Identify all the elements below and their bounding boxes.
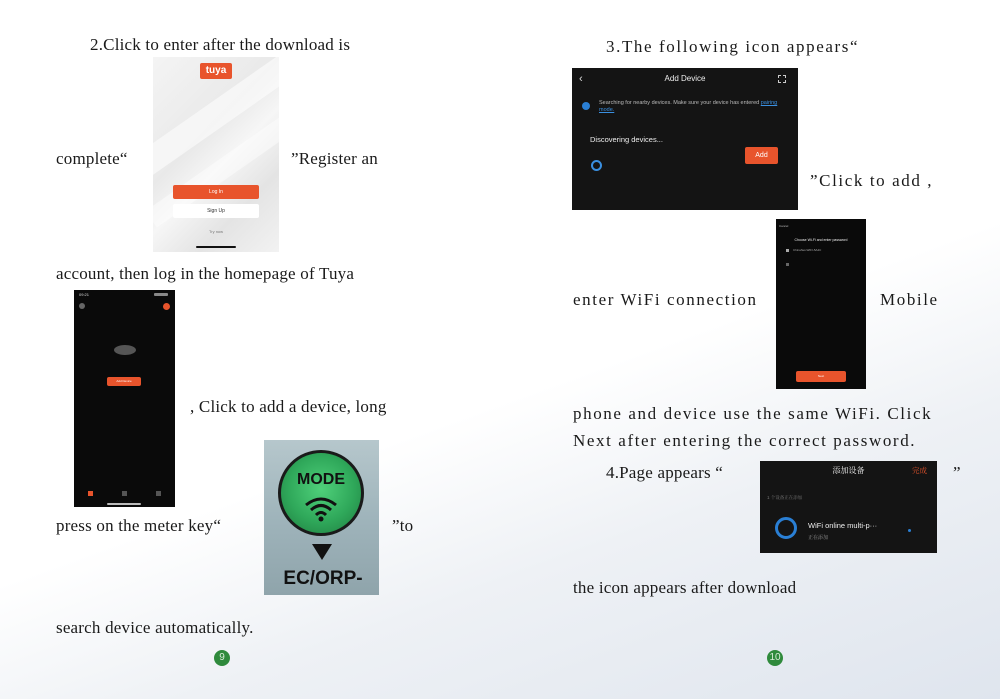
lock-icon (786, 263, 789, 266)
heading-4: 4.Page appears “ (606, 463, 723, 482)
next-button[interactable]: Next (796, 371, 846, 382)
line-same-wifi: phone and device use the same WiFi. Click (573, 404, 933, 423)
try-now-link[interactable]: Try now (208, 229, 224, 234)
wifi-screen-screenshot (776, 219, 866, 389)
wifi-network[interactable]: ChinaNet-WIFI-5A4C (793, 248, 822, 252)
line-complete-a: complete“ (56, 149, 128, 168)
line-account: account, then log in the homepage of Tuya (56, 264, 355, 283)
line-click-add: , Click to add a device, long (190, 397, 387, 416)
line-wifi-b: Mobile (880, 290, 939, 309)
line-press-a: press on the meter key“ (56, 516, 222, 535)
tab-scene-icon[interactable] (122, 491, 127, 496)
right-line-click-add: ”Click to add , (810, 171, 934, 190)
home-screen-screenshot (74, 290, 175, 507)
add-device-screenshot (572, 68, 798, 210)
added-title: 添加设备 (832, 466, 865, 475)
signup-button[interactable]: Sign Up (173, 204, 259, 218)
line-complete-b: ”Register an (291, 149, 378, 168)
down-arrow-icon (312, 544, 332, 560)
empty-device-icon (114, 345, 136, 355)
heading-4-end: ” (953, 463, 961, 482)
page-number-left: 9 (214, 650, 230, 666)
done-button[interactable]: 完成 (912, 466, 927, 475)
tuya-logo: tuya (200, 63, 232, 79)
meter-key-photo (264, 440, 379, 595)
home-indicator (107, 503, 141, 505)
tab-home-icon[interactable] (88, 491, 93, 496)
wifi-title: Choose Wi-Fi and enter password (794, 238, 848, 242)
device-icon (591, 160, 602, 171)
mode-label: MODE (297, 471, 345, 488)
status-icons (154, 293, 168, 296)
add-device-title: Add Device (664, 74, 706, 83)
pairing-mode-link[interactable]: pairing mode. (599, 100, 778, 113)
device-icon (775, 517, 797, 539)
status-time: 09:21 (79, 292, 90, 297)
device-added-screenshot (760, 461, 937, 553)
avatar-icon[interactable] (79, 303, 85, 309)
device-name: WiFi online multi-p··· (808, 521, 878, 530)
page-number-right: 10 (767, 650, 783, 666)
wifi-icon (786, 249, 789, 252)
progress-dot-icon (908, 529, 911, 532)
add-device-button[interactable]: Add Device (107, 377, 141, 386)
add-button[interactable]: Add (745, 147, 778, 164)
ec-orp-label: EC/ORP- (283, 568, 363, 589)
line-press-b: ”to (392, 516, 414, 535)
added-subtitle: 1 个设备正在添加 (767, 495, 803, 500)
home-indicator (196, 246, 236, 248)
add-icon[interactable] (163, 303, 170, 310)
discovering-text: Discovering devices... (590, 135, 663, 144)
right-heading: 3.The following icon appears“ (606, 37, 860, 56)
tuya-login-screenshot (153, 57, 279, 252)
cancel-link[interactable]: Cancel (779, 224, 789, 228)
scan-icon[interactable] (778, 75, 786, 83)
radar-icon (582, 102, 590, 110)
back-icon[interactable]: ‹ (579, 73, 583, 85)
wifi-icon (303, 493, 339, 523)
mode-button (278, 450, 364, 536)
line-wifi-a: enter WiFi connection (573, 290, 758, 309)
searching-text (599, 100, 779, 114)
line-next: Next after entering the correct password. (573, 431, 917, 450)
login-button[interactable]: Log In (173, 185, 259, 199)
line-icon: the icon appears after download (573, 578, 797, 597)
tab-me-icon[interactable] (156, 491, 161, 496)
line-search: search device automatically. (56, 618, 254, 637)
left-heading: 2.Click to enter after the download is (90, 35, 351, 54)
device-status: 正在添加 (808, 535, 829, 541)
searching-copy: Searching for nearby devices. Make sure your device has entered (599, 100, 760, 106)
